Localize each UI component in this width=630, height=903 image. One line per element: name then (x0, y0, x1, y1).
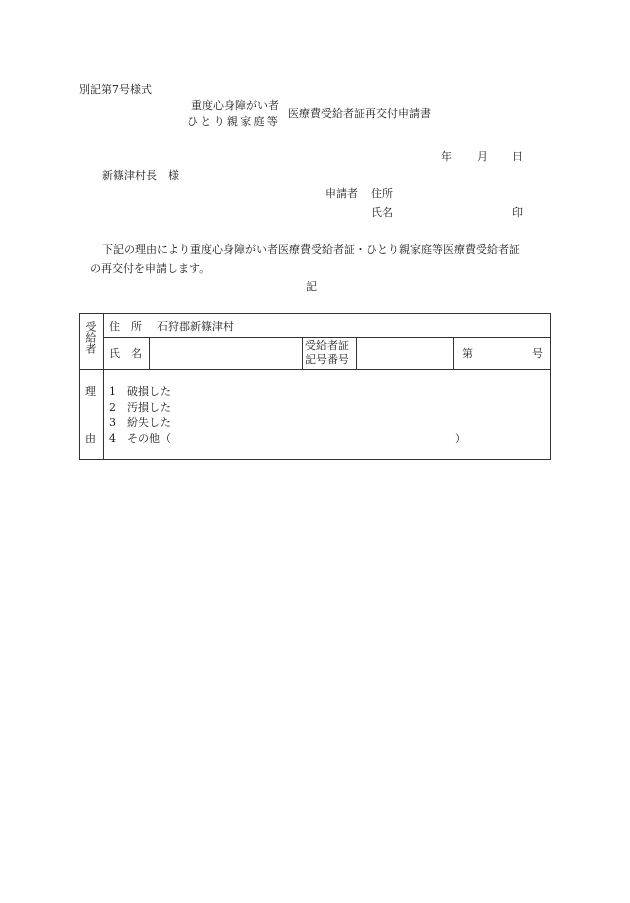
address-label: 住 所 (109, 320, 142, 333)
reason-label-top: 理 (85, 385, 96, 398)
form-number: 別記第7号様式 (79, 83, 152, 96)
addressee: 新篠津村長 様 (102, 169, 179, 182)
reason-2-text: 汚損した (127, 401, 171, 414)
seal-mark: 印 (512, 206, 523, 219)
go-label: 号 (532, 347, 543, 360)
reason-1-text: 破損した (127, 385, 171, 398)
title-line-1: 重度心身障がい者 (191, 99, 279, 112)
dai-label: 第 (462, 347, 473, 360)
reason-3-text: 紛失した (127, 416, 171, 429)
title-main: 医療費受給者証再交付申請書 (288, 107, 431, 120)
applicant-name-label: 氏名 (371, 206, 393, 219)
applicant-address-label: 住所 (371, 187, 393, 200)
reason-label-bottom: 由 (85, 432, 96, 445)
reason-4-text: その他（ (127, 432, 171, 445)
reason-4-num: 4 (109, 432, 116, 445)
title-line-2: ひとり親家庭等 (187, 115, 281, 128)
date-month: 月 (477, 150, 488, 163)
cert-label-line-1: 受給者証 (305, 339, 349, 352)
address-value: 石狩郡新篠津村 (157, 320, 234, 333)
body-text-line-1: 下記の理由により重度心身障がい者医療費受給者証・ひとり親家庭等医療費受給者証 (102, 243, 520, 256)
reason-3-num: 3 (109, 416, 116, 429)
cert-label-line-2: 記号番号 (305, 353, 349, 366)
applicant-label: 申請者 (325, 187, 358, 200)
other-close-paren: ） (455, 432, 466, 445)
name-label: 氏 名 (109, 347, 142, 360)
reason-2-num: 2 (109, 401, 116, 414)
date-day: 日 (512, 150, 523, 163)
body-text-line-2: の再交付を申請します。 (90, 262, 211, 275)
reason-1-num: 1 (109, 385, 116, 398)
ki-heading: 記 (306, 280, 317, 293)
recipient-label: 受給者 (84, 321, 97, 354)
date-year: 年 (441, 150, 452, 163)
